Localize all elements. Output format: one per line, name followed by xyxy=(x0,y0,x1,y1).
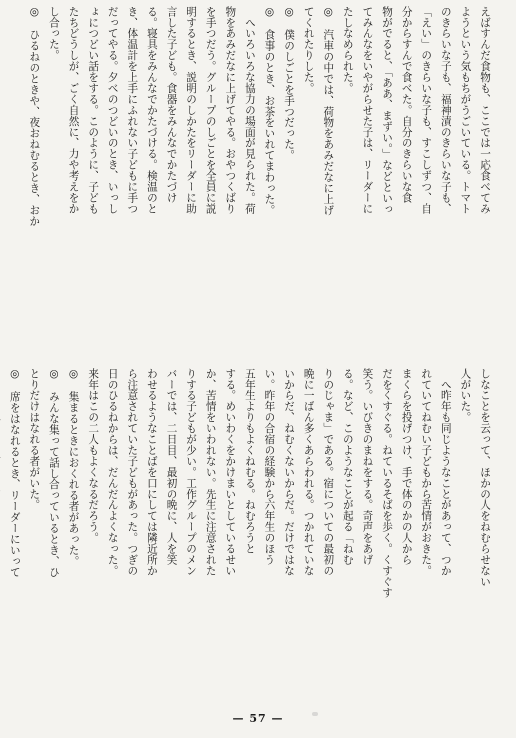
text-column: か、苦情をいわれない。先生に注意された xyxy=(204,368,217,577)
text-column: ◎ 席をはなれるとき、リーダーにいって xyxy=(8,368,21,578)
text-column: りする子どもが少い。工作グループのメン xyxy=(185,368,198,577)
text-column: ◎ ひるねのときや、夜おねむるとき、おか xyxy=(28,6,41,227)
text-column: てくれたりした。 xyxy=(302,6,315,94)
text-column: ◎ 食事のとき、お茶をいれてまわった。 xyxy=(263,6,276,216)
text-column: ◎ 集まるときにおくれる者があった。 xyxy=(67,368,80,567)
text-column: たちどうしが、ごく自然に、力や考えをか xyxy=(67,6,80,215)
text-column: し合った。 xyxy=(47,6,60,61)
text-column: 物がでると、「ああ、まずい。」などといっ xyxy=(381,6,394,215)
text-column: へ昨年も同じようなことがあって、つか xyxy=(439,368,452,577)
upper-text-band xyxy=(6,6,494,354)
text-column: れていてねむい子どもから苦情がおきた。 xyxy=(420,368,433,577)
text-column: てみんなをいやがらせた子は、リーダーに xyxy=(361,6,374,215)
text-column: しなことを云って、ほかの人をねむらせない xyxy=(479,368,491,587)
text-column: ら注意されていた子どもがあった。つぎの xyxy=(126,368,139,577)
text-column: ◎ みんな集って話し合っているとき、ひ xyxy=(47,368,60,578)
text-column: い。昨年の合宿の経験から六年生のほう xyxy=(263,368,276,566)
text-column: き、体温計を上手にふれない子どもに手つ xyxy=(126,6,139,215)
text-column: 晩に一ばん多くあらわれる。つかれていな xyxy=(302,368,315,577)
text-column: 日のひるねからは、だんだんよくなった。 xyxy=(106,368,119,577)
text-column: へいろいろな協力の場面が見られた。荷 xyxy=(243,6,256,215)
text-column: ◎ 汽車の中では、荷物をあみだなに上げ xyxy=(322,6,335,216)
text-column: とりだけはなれる者がいた。 xyxy=(28,368,41,511)
text-column: だをくすぐる。ねているそばを歩く。くすぐす xyxy=(381,368,394,598)
text-column: りのじゃま」である。宿についての最初の xyxy=(322,368,335,577)
text-column: わせるようなことばを口にしては隣近所か xyxy=(145,368,158,577)
text-column: する。めいわくをかけまいとしているせい xyxy=(224,368,237,577)
text-column: たしなめられた。 xyxy=(341,6,354,94)
text-column: 明するとき、説明のしかたをリーダーに助 xyxy=(185,6,198,215)
text-column: まくらを投げつけ、手で体のかの人から xyxy=(400,368,413,566)
lower-text-band xyxy=(6,368,494,702)
text-column: 笑う。いびきのまねをする。奇声をあげ xyxy=(361,368,374,566)
text-column: だってやる。夕べのつどいのとき、いっし xyxy=(106,6,119,215)
text-column: 人がいた。 xyxy=(459,368,472,423)
text-column: を手つだう。グループのしごとを全員に説 xyxy=(204,6,217,215)
text-column: 来年はこの二人もよくなるだろう。 xyxy=(87,368,100,544)
text-column: る。など、このようなことが起る「ねむ xyxy=(341,368,354,566)
text-column: バーでは、二日目、最初の晩に、人を笑 xyxy=(165,368,178,566)
text-column: のきらいな子も、福神漬のきらいな子も、 xyxy=(439,6,452,215)
text-column: 五年生よりもよくねむる。ねむろうと xyxy=(243,368,256,555)
text-column: る。寝具をみんなでかたづける。検温のと xyxy=(145,6,158,215)
page-number: — 57 — xyxy=(232,712,284,725)
text-column: ょにつどい話をする。このように、子ども xyxy=(87,6,100,215)
text-column: いからだ、ねむくないからだ。だけではな xyxy=(283,368,296,577)
text-column: 分からすんで食べた。自分のきらいな食 xyxy=(400,6,413,204)
text-column: 言した子ども。食器をみんなでかたづけ xyxy=(165,6,178,204)
scan-smudge xyxy=(312,712,318,716)
text-column: ようという気もちがうごいている。トマト xyxy=(459,6,472,215)
text-column: えばすんだ食物も、ここでは一応食べてみ xyxy=(479,6,491,215)
text-column: 「えい」のきらいな子も、すこしずつ、自 xyxy=(420,6,433,215)
text-column: 物をあみだなに上げてやる。おやつくばり xyxy=(224,6,237,215)
text-column: ◎ 僕のしごとを手つだった。 xyxy=(283,6,296,161)
